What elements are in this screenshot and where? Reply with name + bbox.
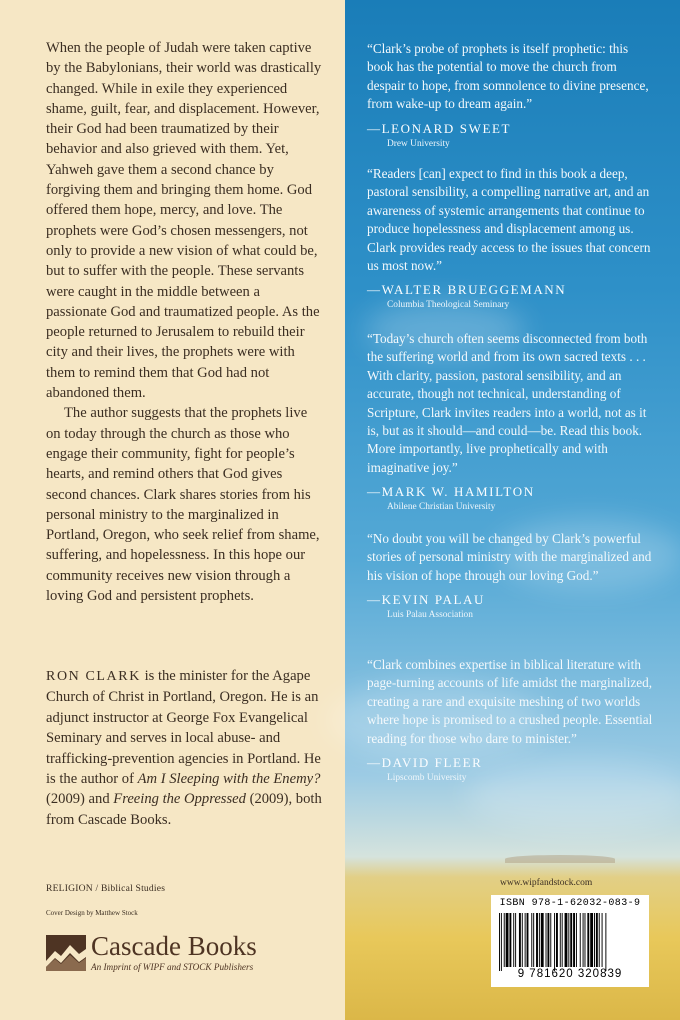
- barcode-bar: [554, 913, 555, 971]
- endorser-affiliation: Abilene Christian University: [387, 502, 496, 513]
- barcode-bar: [504, 913, 505, 967]
- synopsis-paragraph-2: The author suggests that the prophets live on today through the church as those who engage their community, fight for people’s hearts, and remind others that God gives second chances. Clark shares stories from his personal ministry to the marginalized in Portland, Oregon, who seek relief from shame, suffering, and hopelessness. In this hope our community receives new vision through a loving God and persistent prophets.: [46, 405, 320, 605]
- barcode-bar: [576, 913, 577, 967]
- cover-design-credit: Cover Design by Matthew Stock: [46, 909, 138, 917]
- barcode-number: 9 781620 320839: [517, 968, 623, 980]
- barcode-bar: [550, 913, 551, 967]
- endorsement: [367, 40, 657, 149]
- barcode-bar: [519, 913, 521, 967]
- bio-text-1: is the minister for the Agape Church of Christ in Portland, Oregon. He is an adjunct instructor at George Fox Evangelical Seminary and serves in local abuse- and trafficking-prevention agencies in Portland. He is the author of: [46, 668, 321, 788]
- barcode-bar: [596, 913, 598, 967]
- endorser-name: —KEVIN PALAU: [367, 592, 486, 608]
- endorser-affiliation: Columbia Theological Seminary: [387, 300, 510, 311]
- barcode-bar: [585, 913, 586, 967]
- publisher-name: Cascade Books: [91, 931, 257, 961]
- endorsement: [367, 656, 657, 783]
- synopsis-paragraph-1: When the people of Judah were taken captive by the Babylonians, their world was drastically changed. While in exile they experienced shame, guilt, fear, and displacement. However, their God had been traumatized by their behavior and also grieved with them. Yet, Yahweh gave them a second chance by forgiving them and bringing them home. God offered them hope, mercy, and love. The prophets were God’s chosen messengers, not only to provide a new vision of what could be, but to suffer with the people. These servants were caught in the middle between a passionate God and traumatized people. As the people returned to Jerusalem to rebuild their city and their lives, the prophets were with them to remind them that God had not abandoned them.: [46, 40, 322, 402]
- bio-book-title-2: Freeing the Oppressed: [113, 791, 246, 808]
- endorsement: [367, 165, 657, 310]
- barcode-bar: [531, 913, 532, 967]
- barcode-bar: [580, 913, 581, 967]
- endorsement-quote: “No doubt you will be changed by Clark’s powerful stories of personal ministry with the marginalized and his vision of hope through our loving God.”: [367, 531, 652, 583]
- bio-text-2: (2009) and: [46, 791, 114, 808]
- distant-hill: [505, 855, 615, 863]
- right-panel: [345, 0, 680, 1020]
- endorsement-quote: “Clark combines expertise in biblical literature with page-turning accounts of life amidst the marginalized, creating a rare and exquisite meshing of two worlds where hope is promised to a crushed people. Essential reading for those who dare to minister.”: [367, 657, 653, 746]
- barcode-bar: [583, 913, 584, 967]
- barcode-bar: [533, 913, 534, 967]
- barcode-bar: [525, 913, 526, 967]
- bio-book-title-1: Am I Sleeping with the Enemy?: [137, 771, 321, 788]
- barcode-bar: [565, 913, 568, 967]
- isbn-label: ISBN 978-1-62032-083-9: [499, 898, 641, 909]
- barcode-bar: [587, 913, 589, 967]
- barcode-bar: [513, 913, 514, 967]
- barcode-bar: [599, 913, 600, 967]
- barcode-bar: [522, 913, 523, 967]
- publisher-logo: [46, 933, 296, 975]
- endorsement-quote: “Clark’s probe of prophets is itself prophetic: this book has the potential to move the church from despair to hope, from somnolence to divine presence, from wake-up to dream again.”: [367, 41, 649, 112]
- publisher-website: www.wipfandstock.com: [500, 878, 593, 888]
- endorser-name: —DAVID FLEER: [367, 755, 483, 771]
- barcode-bar: [573, 913, 575, 967]
- endorser-affiliation: Luis Palau Association: [387, 610, 473, 621]
- endorser-name: —WALTER BRUEGGEMANN: [367, 282, 567, 298]
- barcode-bar: [501, 913, 502, 971]
- endorser-affiliation: Lipscomb University: [387, 773, 467, 784]
- barcode-bar: [560, 913, 561, 967]
- author-name: RON CLARK: [46, 669, 141, 684]
- mountain-logo-icon: [46, 935, 86, 971]
- barcode-bar: [568, 913, 569, 967]
- barcode-bar: [515, 913, 516, 967]
- barcode-bar: [594, 913, 595, 967]
- endorser-name: —LEONARD SWEET: [367, 120, 512, 136]
- barcode-bar: [541, 913, 544, 967]
- barcode-bar: [509, 913, 511, 967]
- barcode-bar: [547, 913, 549, 967]
- endorsement: [367, 530, 657, 620]
- barcode-bar: [499, 913, 500, 971]
- barcode-bar: [562, 913, 563, 967]
- endorser-name: —MARK W. HAMILTON: [367, 484, 535, 500]
- author-bio: [46, 666, 328, 830]
- barcode-bar: [536, 913, 538, 967]
- endorser-affiliation: Drew University: [387, 138, 450, 149]
- barcode-bar: [556, 913, 558, 967]
- barcode-bar: [590, 913, 593, 967]
- barcode-bar: [539, 913, 540, 967]
- barcode-bar: [602, 913, 603, 967]
- barcode-bar: [506, 913, 509, 967]
- synopsis: [46, 38, 324, 606]
- barcode-bars: [499, 913, 645, 971]
- publisher-imprint: An Imprint of WIPF and STOCK Publishers: [91, 962, 254, 972]
- barcode-bar: [527, 913, 529, 967]
- endorsement: [367, 330, 657, 512]
- bio-text-3: (2009), both from Cascade Books.: [46, 791, 322, 828]
- endorsement-quote: “Readers [can] expect to find in this book a deep, pastoral sensibility, a compelling narrative art, and an awareness of systemic arrangements that continue to produce hopelessness and displacement among us. Clark provides ready access to the issues that concern us most now.”: [367, 166, 651, 274]
- barcode-bar: [605, 913, 606, 971]
- isbn-barcode: [491, 895, 649, 987]
- barcode-bar: [546, 913, 547, 967]
- category-label: RELIGION / Biblical Studies: [46, 883, 166, 894]
- barcode-bar: [570, 913, 572, 967]
- endorsement-quote: “Today’s church often seems disconnected from both the suffering world and from its own sacred texts . . . With clarity, passion, pastoral sensibility, and an accurate, though not technical, understanding of Scripture, Clark invites readers into a world, not as it is, but as it should—and could—be. Read this book. More importantly, live prophetically and with imaginative joy.”: [367, 331, 648, 475]
